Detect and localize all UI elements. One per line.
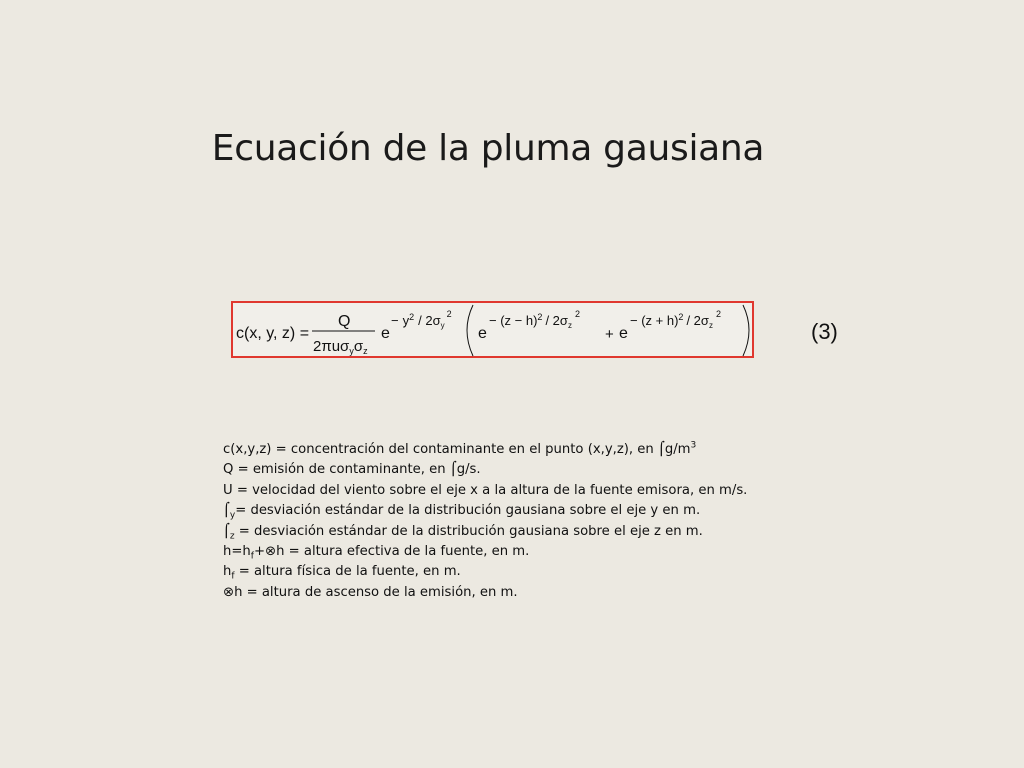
formula-lhs: c(x, y, z) = — [236, 325, 310, 342]
equation-number: (3) — [811, 319, 838, 344]
exp-base-1: e — [381, 325, 390, 342]
circled-times-icon: ⊗ — [223, 584, 235, 600]
definition-emission: Q = emisión de contaminante, en ⌠g/s. — [223, 462, 481, 478]
definition-sigma-y: $⌠_y=$ desviación estándar de la distribución gausiana sobre el eje y en m. — [223, 503, 701, 521]
exp-base-2: e — [478, 325, 487, 342]
left-paren — [467, 305, 473, 356]
slide-title: Ecuación de la pluma gausiana — [211, 128, 765, 169]
definition-concentration: c(x,y,z) = concentración del contaminante en el punto (x,y,z), en $⌠g/m^3$ — [223, 440, 697, 457]
integral-glyph-icon: ⌠ — [223, 523, 230, 539]
integral-glyph-icon: ⌠ — [449, 462, 457, 478]
formula-numerator: Q — [338, 313, 351, 330]
exponent-2: − $(z - h)^2 / 2\sigma_z^2$ — [489, 309, 580, 330]
definition-plume-rise: ⊗h = altura de ascenso de la emisión, en m. — [223, 584, 518, 600]
exponent-3: − $(z + h)^2 / 2\sigma_z^2$ — [630, 309, 721, 330]
integral-glyph-icon: ⌠ — [657, 442, 665, 457]
exponent-1: − $y^2 / 2\sigma_y^2$ — [391, 309, 452, 330]
definition-wind-speed: U = velocidad del viento sobre el eje x a la altura de la fuente emisora, en m/s. — [223, 482, 748, 498]
formula-denominator: $2\pi u\sigma_y\sigma_z$ — [313, 338, 368, 356]
plus-sign: + — [605, 326, 614, 343]
integral-glyph-icon: ⌠ — [223, 503, 230, 519]
exp-base-3: e — [619, 325, 628, 342]
definition-sigma-z: $⌠_z$ = desviación estándar de la distribución gausiana sobre el eje z en m. — [223, 523, 703, 542]
circled-times-icon: ⊗ — [265, 544, 277, 560]
right-paren — [743, 305, 749, 356]
formula-box — [231, 301, 754, 358]
variable-definitions — [223, 440, 823, 603]
definition-physical-height: $h_f$ = altura física de la fuente, en m. — [223, 564, 461, 583]
definition-effective-height: $h=h_f+\otimes h$ = altura efectiva de la fuente, en m. — [223, 544, 530, 562]
gaussian-plume-formula — [233, 303, 756, 360]
